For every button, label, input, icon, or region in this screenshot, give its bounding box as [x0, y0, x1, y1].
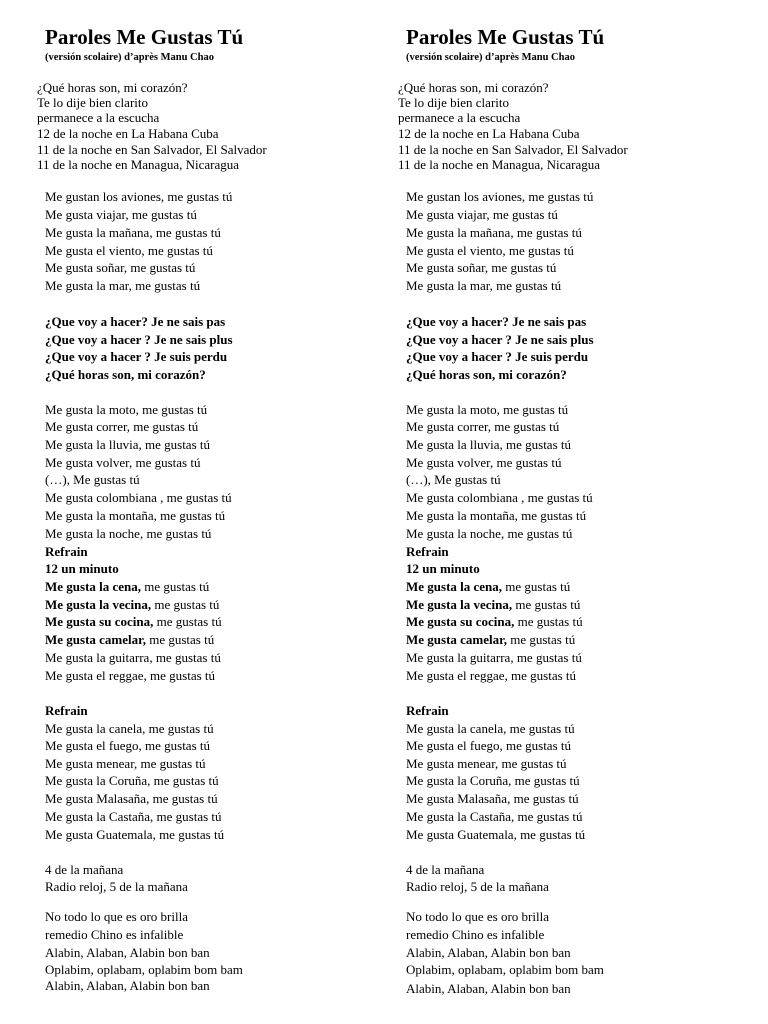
lyric-line: [45, 367, 206, 383]
lyric-text: Me gusta volver, me gustas tú: [406, 455, 562, 470]
lyric-text-bold: Refrain: [45, 703, 88, 718]
lyric-text: remedio Chino es infalible: [45, 927, 184, 942]
lyric-line: [45, 419, 198, 435]
lyric-text: Me gusta la montaña, me gustas tú: [45, 508, 226, 523]
lyric-line: [406, 962, 604, 978]
lyric-text-bold: Refrain: [406, 703, 449, 718]
lyric-text: Me gusta Malasaña, me gustas tú: [45, 791, 218, 806]
lyric-text: Me gusta la mar, me gustas tú: [45, 278, 201, 293]
lyric-line: [37, 157, 239, 173]
lyric-text-bold: ¿Que voy a hacer? Je ne sais pas: [406, 314, 587, 329]
lyric-text-bold: Me gusta la vecina,: [406, 597, 513, 612]
lyric-line: [406, 909, 549, 925]
lyric-text: Me gusta el viento, me gustas tú: [45, 243, 213, 258]
lyric-line: [45, 225, 221, 241]
lyric-text: 11 de la noche en Managua, Nicaragua: [398, 157, 601, 172]
lyric-text: Me gusta la lluvia, me gustas tú: [406, 437, 572, 452]
lyric-line: [406, 189, 593, 205]
lyric-text: Me gusta correr, me gustas tú: [45, 419, 199, 434]
lyric-line: [398, 157, 600, 173]
lyric-text: Me gusta viajar, me gustas tú: [45, 207, 197, 222]
lyric-text: me gustas tú: [141, 579, 210, 594]
lyric-line: [45, 189, 232, 205]
lyric-text: Me gusta la moto, me gustas tú: [45, 402, 208, 417]
lyric-line: [45, 437, 210, 453]
lyric-line: [406, 207, 558, 223]
lyric-text: 11 de la noche en San Salvador, El Salvador: [37, 142, 267, 157]
lyric-text: permanece a la escucha: [398, 110, 521, 125]
lyric-text: Me gusta el viento, me gustas tú: [406, 243, 574, 258]
lyric-text-bold: Me gusta camelar,: [45, 632, 146, 647]
lyric-line: [406, 791, 579, 807]
lyric-line: [406, 508, 586, 524]
lyric-line: [45, 614, 222, 630]
lyric-line: [45, 243, 213, 259]
lyric-text: Me gusta Malasaña, me gustas tú: [406, 791, 579, 806]
lyric-line: [37, 110, 159, 126]
lyric-text-bold: 12 un minuto: [406, 561, 480, 576]
lyric-text: me gustas tú: [514, 614, 583, 629]
lyric-text: Me gusta la canela, me gustas tú: [45, 721, 214, 736]
lyric-line: [45, 879, 188, 895]
lyric-text: Me gustan los aviones, me gustas tú: [406, 189, 594, 204]
lyric-line: [45, 526, 211, 542]
lyric-line: [406, 526, 572, 542]
lyric-line: [406, 490, 593, 506]
lyric-text: 11 de la noche en Managua, Nicaragua: [37, 157, 240, 172]
lyric-text-bold: ¿Que voy a hacer ? Je ne sais plus: [406, 332, 594, 347]
lyric-line: [45, 349, 227, 365]
lyric-line: [37, 142, 267, 158]
lyric-line: [45, 668, 215, 684]
lyric-line: [406, 668, 576, 684]
lyric-line: [45, 650, 221, 666]
lyric-text: Me gusta la canela, me gustas tú: [406, 721, 575, 736]
lyric-text-bold: Me gusta la vecina,: [45, 597, 152, 612]
lyric-line: [45, 632, 214, 648]
lyric-text: Me gusta el fuego, me gustas tú: [45, 738, 210, 753]
lyric-line: [406, 243, 574, 259]
lyric-line: [406, 314, 586, 330]
lyric-text: Me gusta Guatemala, me gustas tú: [406, 827, 586, 842]
lyric-line: [398, 80, 549, 96]
lyric-text: Me gusta el reggae, me gustas tú: [406, 668, 577, 683]
lyric-line: [406, 981, 571, 997]
lyric-line: [406, 827, 585, 843]
lyric-text-bold: 12 un minuto: [45, 561, 119, 576]
lyric-text: Me gusta la montaña, me gustas tú: [406, 508, 587, 523]
lyric-text: Oplabim, oplabam, oplabim bom bam: [45, 962, 243, 977]
lyric-text: Me gusta menear, me gustas tú: [45, 756, 206, 771]
lyric-line: [45, 207, 197, 223]
lyric-line: [45, 738, 210, 754]
lyric-text: Alabin, Alaban, Alabin bon ban: [45, 978, 210, 993]
lyric-text: 4 de la mañana: [406, 862, 485, 877]
lyric-line: [37, 95, 148, 111]
lyric-text: Me gusta viajar, me gustas tú: [406, 207, 558, 222]
lyric-line: [406, 738, 571, 754]
page-title: Paroles Me Gustas Tú: [406, 25, 605, 49]
lyric-line: [406, 650, 582, 666]
lyric-line: [45, 927, 183, 943]
lyric-line: [406, 472, 501, 488]
lyric-text-bold: Refrain: [45, 544, 88, 559]
lyric-text: Me gusta la noche, me gustas tú: [406, 526, 573, 541]
lyric-text: (…), Me gustas tú: [45, 472, 140, 487]
lyric-text-bold: ¿Que voy a hacer ? Je suis perdu: [406, 349, 589, 364]
lyric-line: [406, 809, 583, 825]
lyric-line: [45, 862, 123, 878]
lyric-line: [406, 703, 449, 719]
lyric-line: [45, 332, 233, 348]
lyric-text: remedio Chino es infalible: [406, 927, 545, 942]
lyric-line: [398, 142, 628, 158]
lyric-text: 11 de la noche en San Salvador, El Salvador: [398, 142, 628, 157]
page-subtitle: (versión scolaire) d’après Manu Chao: [45, 52, 214, 63]
lyric-text: ¿Qué horas son, mi corazón?: [37, 80, 188, 95]
lyric-text: No todo lo que es oro brilla: [406, 909, 549, 924]
lyric-line: [45, 773, 219, 789]
lyric-line: [406, 278, 561, 294]
lyric-text: Me gusta el reggae, me gustas tú: [45, 668, 216, 683]
lyric-text: Me gusta Guatemala, me gustas tú: [45, 827, 225, 842]
lyric-line: [45, 962, 243, 978]
lyric-line: [406, 614, 583, 630]
lyric-text: me gustas tú: [153, 614, 222, 629]
lyric-line: [45, 278, 200, 294]
lyric-line: [45, 791, 218, 807]
lyric-line: [45, 490, 232, 506]
lyric-text-bold: Me gusta camelar,: [406, 632, 507, 647]
lyric-text-bold: ¿Que voy a hacer ? Je suis perdu: [45, 349, 228, 364]
lyric-text: Me gusta la Castaña, me gustas tú: [45, 809, 222, 824]
lyric-line: [45, 978, 210, 994]
lyric-text: permanece a la escucha: [37, 110, 160, 125]
lyric-line: [406, 862, 484, 878]
lyric-text: Me gusta la guitarra, me gustas tú: [406, 650, 582, 665]
lyric-text: 4 de la mañana: [45, 862, 124, 877]
lyric-text: Me gusta la guitarra, me gustas tú: [45, 650, 221, 665]
lyric-line: [45, 544, 88, 560]
lyric-text: Me gusta la Coruña, me gustas tú: [406, 773, 580, 788]
lyric-line: [45, 579, 209, 595]
lyric-text: 12 de la noche en La Habana Cuba: [398, 126, 580, 141]
lyric-text-bold: ¿Que voy a hacer ? Je ne sais plus: [45, 332, 233, 347]
lyric-line: [406, 332, 594, 348]
lyric-text: Te lo dije bien clarito: [398, 95, 509, 110]
lyric-line: [406, 579, 570, 595]
lyric-line: [45, 909, 188, 925]
lyric-text: Me gusta volver, me gustas tú: [45, 455, 201, 470]
lyric-text: Me gusta la noche, me gustas tú: [45, 526, 212, 541]
lyric-line: [406, 544, 449, 560]
lyric-line: [406, 632, 575, 648]
lyric-text: me gustas tú: [145, 632, 215, 647]
lyric-text: me gustas tú: [506, 632, 576, 647]
lyric-text: Me gusta la lluvia, me gustas tú: [45, 437, 211, 452]
lyric-text: ¿Qué horas son, mi corazón?: [398, 80, 549, 95]
lyric-line: [406, 419, 559, 435]
lyric-line: [406, 561, 480, 577]
lyric-line: [45, 945, 210, 961]
lyric-line: [406, 349, 588, 365]
lyric-line: [406, 260, 556, 276]
lyric-line: [406, 945, 571, 961]
lyric-line: [406, 455, 561, 471]
lyric-line: [45, 508, 225, 524]
lyric-text: Oplabim, oplabam, oplabim bom bam: [406, 962, 604, 977]
lyric-line: [45, 597, 219, 613]
lyric-line: [45, 827, 224, 843]
lyric-text: Radio reloj, 5 de la mañana: [406, 879, 549, 894]
lyric-line: [406, 402, 568, 418]
lyric-text: Me gusta colombiana , me gustas tú: [406, 490, 593, 505]
lyric-text: No todo lo que es oro brilla: [45, 909, 188, 924]
lyric-line: [398, 110, 520, 126]
lyric-line: [45, 809, 222, 825]
lyric-line: [45, 472, 140, 488]
lyric-text: Me gusta soñar, me gustas tú: [406, 260, 557, 275]
lyric-line: [45, 703, 88, 719]
lyric-text: Me gusta la Coruña, me gustas tú: [45, 773, 219, 788]
lyric-text: Me gusta colombiana , me gustas tú: [45, 490, 232, 505]
lyric-line: [45, 721, 214, 737]
lyric-line: [37, 80, 188, 96]
lyric-text: Alabin, Alaban, Alabin bon ban: [406, 981, 571, 996]
lyric-line: [45, 402, 207, 418]
page-subtitle: (versión scolaire) d’après Manu Chao: [406, 52, 575, 63]
lyric-line: [406, 367, 567, 383]
lyric-line: [398, 95, 509, 111]
lyric-text-bold: Me gusta la cena,: [406, 579, 503, 594]
lyric-line: [45, 561, 119, 577]
lyric-text: me gustas tú: [502, 579, 571, 594]
lyric-line: [406, 225, 582, 241]
lyric-text: Alabin, Alaban, Alabin bon ban: [45, 945, 210, 960]
lyric-text: me gustas tú: [512, 597, 581, 612]
lyric-text: Me gusta el fuego, me gustas tú: [406, 738, 571, 753]
lyric-line: [406, 927, 544, 943]
lyric-text-bold: Me gusta su cocina,: [45, 614, 154, 629]
lyric-text: Me gusta la mañana, me gustas tú: [406, 225, 582, 240]
lyric-text-bold: ¿Qué horas son, mi corazón?: [406, 367, 567, 382]
lyric-text: (…), Me gustas tú: [406, 472, 501, 487]
lyric-text: Me gusta la Castaña, me gustas tú: [406, 809, 583, 824]
lyric-line: [406, 879, 549, 895]
lyric-text: Me gustan los aviones, me gustas tú: [45, 189, 233, 204]
lyric-text-bold: Me gusta su cocina,: [406, 614, 515, 629]
lyric-line: [406, 597, 580, 613]
lyric-line: [398, 126, 580, 142]
lyric-text: Alabin, Alaban, Alabin bon ban: [406, 945, 571, 960]
lyric-line: [45, 455, 200, 471]
lyric-text-bold: ¿Que voy a hacer? Je ne sais pas: [45, 314, 226, 329]
lyric-line: [406, 437, 571, 453]
lyric-text: Te lo dije bien clarito: [37, 95, 148, 110]
lyric-line: [45, 314, 225, 330]
lyric-text-bold: ¿Qué horas son, mi corazón?: [45, 367, 206, 382]
lyric-text: Me gusta la mañana, me gustas tú: [45, 225, 221, 240]
lyric-text: Me gusta menear, me gustas tú: [406, 756, 567, 771]
lyric-text: me gustas tú: [151, 597, 220, 612]
lyric-line: [406, 773, 580, 789]
lyric-text: Me gusta la mar, me gustas tú: [406, 278, 562, 293]
lyric-text-bold: Refrain: [406, 544, 449, 559]
page-title: Paroles Me Gustas Tú: [45, 25, 244, 49]
lyric-line: [45, 260, 195, 276]
lyric-line: [406, 721, 575, 737]
lyric-text-bold: Me gusta la cena,: [45, 579, 142, 594]
lyric-text: Me gusta correr, me gustas tú: [406, 419, 560, 434]
lyric-text: Me gusta soñar, me gustas tú: [45, 260, 196, 275]
lyric-line: [45, 756, 206, 772]
lyric-line: [37, 126, 219, 142]
lyric-line: [406, 756, 567, 772]
lyric-text: Me gusta la moto, me gustas tú: [406, 402, 569, 417]
lyric-text: Radio reloj, 5 de la mañana: [45, 879, 188, 894]
lyric-text: 12 de la noche en La Habana Cuba: [37, 126, 219, 141]
